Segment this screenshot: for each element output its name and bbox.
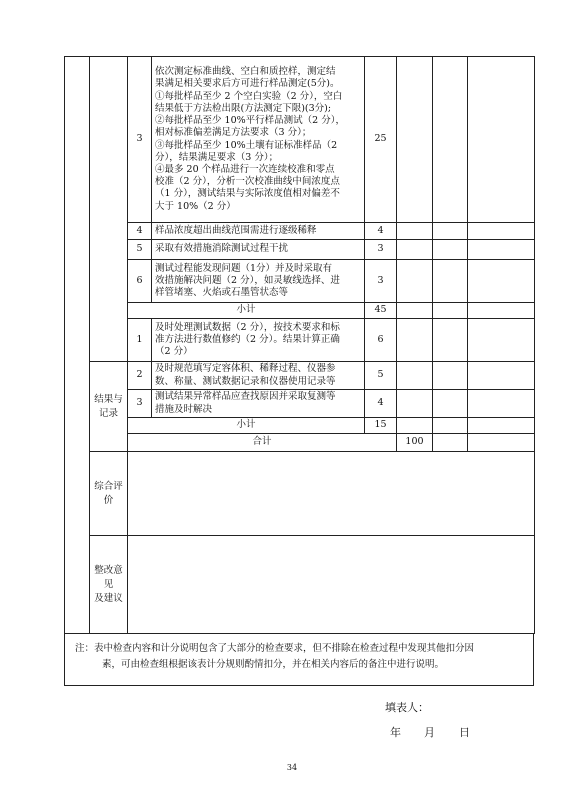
empty-cell <box>397 362 433 390</box>
inspection-score-table <box>64 56 535 634</box>
item-content: 及时处理测试数据（2 分），按技术要求和标 准方法进行数值修约（2 分）。结果计算正确 （2 分） <box>152 319 365 362</box>
table-row <box>65 223 535 240</box>
item-content: 依次测定标准曲线、空白和质控样，测定结 果满足相关要求后方可进行样品测定(5分)。 ①每批样品至少 2 个空白实验（2 分），空白 结果低于方法检出限(方法测定下限)(3分); ②每批样品至少 10%平行样品测试（2 分）， 相对标准偏差满足方法要求（3 分）； ③每批样品至少 10%土壤有证标准样品（2 分），结果满足要求（3 分）； ④最多 20 个样品进行一次连续校准和零点 校准（2 分），分析一次校准曲线中间浓度点 （1 分），测试结果与实际浓度值相对偏差不 大于 10%（2 分） <box>152 57 365 223</box>
page-number: 34 <box>286 763 298 772</box>
item-number: 5 <box>128 240 152 260</box>
empty-cell <box>433 390 468 418</box>
empty-cell <box>397 223 433 240</box>
empty-cell <box>468 418 535 434</box>
note-line-2: 素，可由检查组根据该表计分规则酌情扣分，并在相关内容后的备注中进行说明。 <box>102 659 445 670</box>
section-label-results-records: 结果与 记录 <box>90 362 128 452</box>
empty-cell <box>433 260 468 303</box>
table-note <box>64 634 534 686</box>
subtotal-row <box>65 418 535 434</box>
section-label-cell <box>90 57 128 362</box>
item-score: 3 <box>365 240 397 260</box>
empty-cell <box>397 57 433 223</box>
table-row <box>65 362 535 390</box>
empty-cell <box>468 303 535 319</box>
item-number: 4 <box>128 223 152 240</box>
table-row <box>65 390 535 418</box>
total-score: 100 <box>397 434 433 452</box>
filler-label: 填表人： <box>385 701 429 714</box>
empty-cell <box>468 240 535 260</box>
subtotal-score: 15 <box>365 418 397 434</box>
empty-cell <box>433 362 468 390</box>
total-label: 合计 <box>128 434 397 452</box>
empty-cell <box>433 303 468 319</box>
evaluation-row <box>65 452 535 536</box>
empty-cell <box>433 319 468 362</box>
subtotal-row <box>65 303 535 319</box>
subtotal-score: 45 <box>365 303 397 319</box>
subtotal-label: 小计 <box>128 418 365 434</box>
empty-cell <box>468 319 535 362</box>
empty-cell <box>468 57 535 223</box>
item-number: 2 <box>128 362 152 390</box>
rectification-row <box>65 536 535 634</box>
empty-cell <box>433 418 468 434</box>
subtotal-label: 小计 <box>128 303 365 319</box>
empty-cell <box>433 240 468 260</box>
empty-cell <box>397 319 433 362</box>
item-score: 25 <box>365 57 397 223</box>
empty-cell <box>397 240 433 260</box>
evaluation-field[interactable] <box>128 452 535 536</box>
table-row <box>65 57 535 223</box>
table-row <box>65 260 535 303</box>
empty-cell <box>468 390 535 418</box>
rectification-field[interactable] <box>128 536 535 634</box>
item-content: 样品浓度超出曲线范围需进行逐级稀释 <box>152 223 365 240</box>
item-score: 5 <box>365 362 397 390</box>
evaluation-label: 综合评价 <box>90 452 128 536</box>
empty-cell <box>433 434 468 452</box>
total-row <box>65 434 535 452</box>
item-content: 及时规范填写定容体积、稀释过程、仪器参 数、称量、测试数据记录和仪器使用记录等 <box>152 362 365 390</box>
item-number: 3 <box>128 57 152 223</box>
item-content: 采取有效措施消除测试过程干扰 <box>152 240 365 260</box>
empty-cell <box>433 57 468 223</box>
item-number: 6 <box>128 260 152 303</box>
table-row <box>65 319 535 362</box>
item-content: 测试结果异常样品应查找原因并采取复测等 措施及时解决 <box>152 390 365 418</box>
empty-cell <box>397 303 433 319</box>
item-number: 1 <box>128 319 152 362</box>
empty-cell <box>468 223 535 240</box>
item-score: 4 <box>365 223 397 240</box>
item-score: 6 <box>365 319 397 362</box>
date-year: 年 <box>390 726 401 739</box>
item-score: 4 <box>365 390 397 418</box>
empty-cell <box>468 434 535 452</box>
item-score: 3 <box>365 260 397 303</box>
empty-cell <box>397 260 433 303</box>
empty-cell <box>468 260 535 303</box>
empty-cell <box>397 418 433 434</box>
item-number: 3 <box>128 390 152 418</box>
empty-cell <box>433 223 468 240</box>
table-row <box>65 240 535 260</box>
empty-cell <box>397 390 433 418</box>
rectification-label: 整改意见 及建议 <box>90 536 128 634</box>
empty-cell <box>468 362 535 390</box>
item-content: 测试过程能发现问题（1分）并及时采取有 效措施解决问题（2 分），如灵敏线选择、进 样管堵塞、火焰或石墨管状态等 <box>152 260 365 303</box>
date-month: 月 <box>424 726 435 739</box>
note-line-1: 注：表中检查内容和计分说明包含了大部分的检查要求，但不排除在检查过程中发现其他扣分因 <box>75 643 475 654</box>
date-day: 日 <box>459 726 470 739</box>
left-margin-cell <box>65 57 90 634</box>
